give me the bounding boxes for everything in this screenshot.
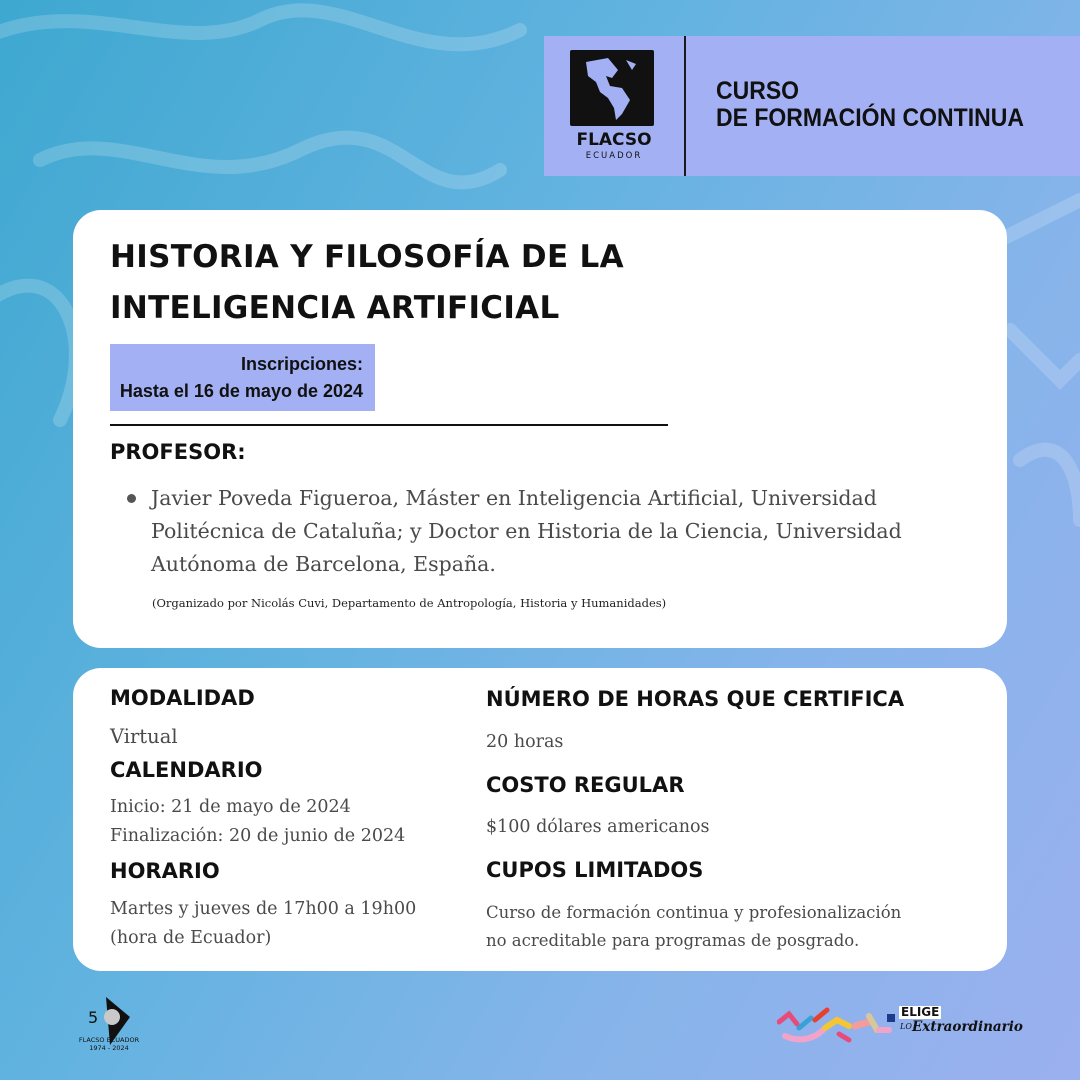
americas-map-icon [566,48,662,130]
brand-elige: ELIGE [901,1005,940,1019]
calendar-end: Finalización: 20 de junio de 2024 [110,826,406,846]
schedule-timezone: (hora de Ecuador) [110,928,272,948]
program-type-line-1: CURSO [716,77,800,105]
course-title [110,232,624,334]
anniversary-number: 5 [88,1008,99,1027]
course-title-line-1: HISTORIA Y FILOSOFÍA DE LA [110,239,624,275]
limited-seats-heading: CUPOS LIMITADOS [486,858,704,882]
enrollment-label: Inscripciones: [240,354,363,374]
organizer-note: (Organizado por Nicolás Cuvi, Departamento de Antropología, Historia y Humanidades) [152,596,667,610]
bullet-icon [127,494,136,503]
professor-description [151,482,927,581]
professor-line: Autónoma de Barcelona, España. [151,552,496,576]
header-banner [544,36,1080,176]
cost-heading: COSTO REGULAR [486,773,685,797]
modality-heading: MODALIDAD [110,686,255,710]
program-type-line-2: DE FORMACIÓN CONTINUA [716,104,1024,132]
limited-seats-note-line-1: Curso de formación continua y profesionalización [486,903,902,922]
professor-list [127,482,927,581]
hours-value: 20 horas [486,732,564,752]
logo-name: FLACSO [576,130,652,150]
calendar-heading: CALENDARIO [110,758,263,782]
course-info-card [73,210,1007,648]
header-divider [684,36,686,176]
anniversary-line-1: FLACSO ECUADOR [78,1036,140,1044]
course-title-line-2: INTELIGENCIA ARTIFICIAL [110,290,560,326]
anniversary-caption [74,1036,144,1052]
schedule-days: Martes y jueves de 17h00 a 19h00 [110,899,417,919]
anniversary-line-2: 1974 - 2024 [89,1044,129,1052]
hours-heading: NÚMERO DE HORAS QUE CERTIFICA [486,687,905,711]
divider-line [110,424,668,426]
enrollment-deadline: Hasta el 16 de mayo de 2024 [119,381,363,401]
cost-value: $100 dólares americanos [486,817,710,837]
course-details-card [73,668,1007,971]
calendar-start: Inicio: 21 de mayo de 2024 [110,797,351,817]
professor-line: Politécnica de Cataluña; y Doctor en Historia de la Ciencia, Universidad [151,519,902,543]
flacso-logo [566,48,662,166]
program-type-title [716,78,1024,132]
professor-heading: PROFESOR: [110,440,246,464]
brand-lo: LO [900,1022,912,1031]
limited-seats-note-line-2: no acreditable para programas de posgrado. [486,931,860,950]
schedule-heading: HORARIO [110,859,220,883]
brand-extraordinario: Extraordinario [912,1019,1023,1035]
logo-subtitle: ECUADOR [585,151,643,161]
enrollment-badge [110,344,375,411]
modality-value: Virtual [110,725,178,748]
list-item [127,482,927,581]
professor-line: Javier Poveda Figueroa, Máster en Inteligencia Artificial, Universidad [151,486,877,510]
